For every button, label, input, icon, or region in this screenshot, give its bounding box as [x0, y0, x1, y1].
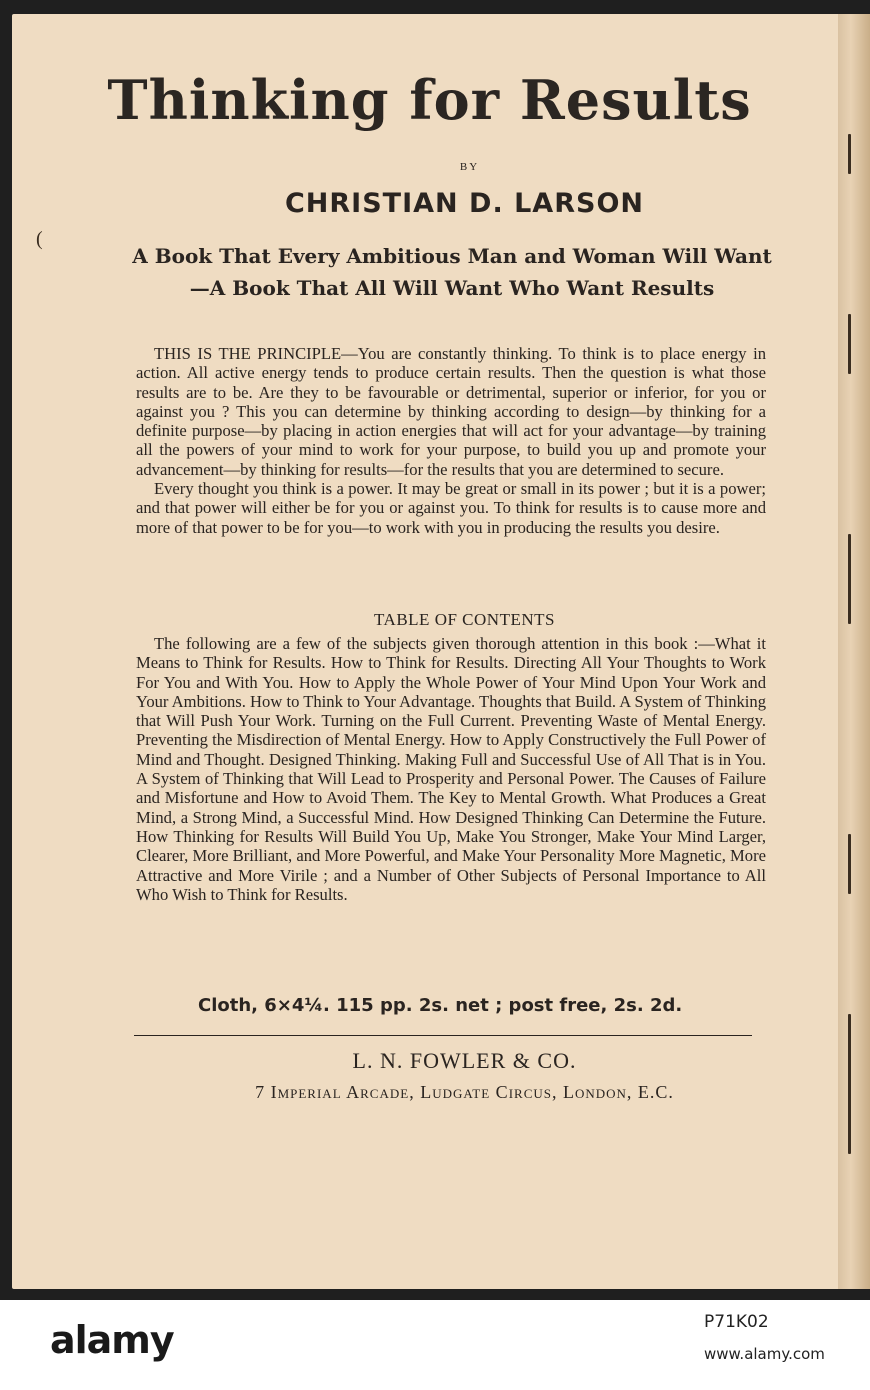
image-id: P71K02: [704, 1312, 769, 1332]
page-edge-mark: [848, 834, 851, 894]
author-name: CHRISTIAN D. LARSON: [284, 188, 644, 219]
page-edge-mark: [848, 314, 851, 374]
publisher-name: L. N. FOWLER & CO.: [352, 1048, 577, 1073]
price-line: Cloth, 6×4¼. 115 pp. 2s. net ; post free, 2s. 2d.: [198, 995, 683, 1016]
toc-heading: TABLE OF CONTENTS: [374, 610, 555, 629]
publisher-address: 7 Imperial Arcade, Ludgate Circus, London, E.C.: [255, 1082, 674, 1102]
tagline: A Book That Every Ambitious Man and Woman Will Want—A Book That All Will Want Who Want Results: [132, 244, 772, 300]
book-title: Thinking for Results: [107, 68, 752, 132]
page-edge-mark: [848, 1014, 851, 1154]
page-content: [12, 14, 847, 1289]
margin-bracket: (: [36, 228, 43, 250]
alamy-logo: alamy: [50, 1318, 174, 1362]
principle-paragraph-2: Every thought you think is a power. It may be great or small in its power ; but it is a power; and that power will either be for you or against you. To think for results is to cause more and more of that power to be for you—to work with you in producing the results you desire.: [136, 479, 766, 537]
watermark-url: www.alamy.com: [704, 1345, 825, 1363]
page-edge-mark: [848, 134, 851, 174]
divider-rule: [134, 1035, 752, 1036]
by-line: BY: [459, 161, 480, 173]
toc-paragraph: The following are a few of the subjects given thorough attention in this book :—What it Means to Think for Results. How to Think for Results. Directing All Your Thoughts to Work For You and With You. How to Apply the Whole Power of Your Mind Upon Your Work and Your Ambitions. How to Think to Your Advantage. Thoughts that Build. A System of Thinking that Will Push Your Work. Turning on the Full Current. Preventing Waste of Mental Energy. Preventing the Misdirection of Mental Energy. How to Apply Constructively the Full Power of Mind and Thought. Designed Thinking. Making Full and Successful Use of All That is in You. A System of Thinking that Will Lead to Prosperity and Personal Power. The Causes of Failure and Misfortune and How to Avoid Them. The Key to Mental Growth. What Produces a Great Mind, a Strong Mind, a Successful Mind. How Designed Thinking Can Determine the Future. How Thinking for Results Will Build You Up, Make You Stronger, Make Your Mind Larger, Clearer, More Brilliant, and More Powerful, and Make Your Personality More Magnetic, More Attractive and More Virile ; and a Number of Other Subjects of Personal Importance to All Who Wish to Think for Results.: [136, 634, 766, 904]
toc-section: [136, 634, 766, 904]
principle-section: [136, 344, 766, 537]
principle-paragraph-1: THIS IS THE PRINCIPLE—You are constantly thinking. To think is to place energy in action. All active energy tends to produce certain results. Then the question is what those results are to be. Are they to be favourable or detrimental, superior or inferior, for you or against you ? This you can determine by thinking according to design—by thinking for a definite purpose—by placing in action energies that will act for your advantage—by training all the powers of your mind to work for your purpose, to build you up and promote your advancement—by thinking for results—for the results that you are determined to secure.: [136, 344, 766, 479]
page-edge-mark: [848, 534, 851, 624]
